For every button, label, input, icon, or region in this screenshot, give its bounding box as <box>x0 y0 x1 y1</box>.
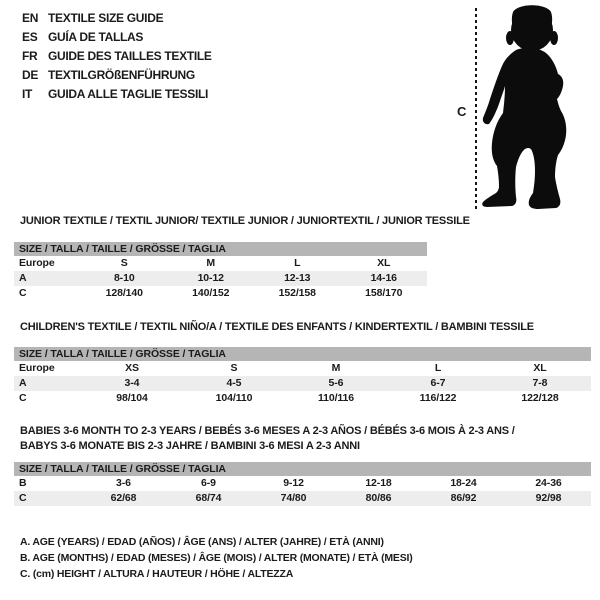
age-cell: 12-13 <box>284 272 311 284</box>
footnote-b: B. AGE (MONTHS) / EDAD (MESES) / ÂGE (MOIS) / ALTER (MONATE) / ETÀ (MESI) <box>20 552 413 564</box>
babies-title-line2: BABYS 3-6 MONATE BIS 2-3 JAHRE / BAMBINI 3-6 MESI A 2-3 ANNI <box>20 440 360 452</box>
language-title: TEXTILGRÖßENFÜHRUNG <box>48 68 195 82</box>
babies-title-line1: BABIES 3-6 MONTH TO 2-3 YEARS / BEBÉS 3-6 MESES A 2-3 AÑOS / BÉBÉS 3-6 MOIS À 2-3 ANS / <box>20 425 515 437</box>
age-cell: 18-24 <box>450 477 477 489</box>
table-row-europe <box>14 361 591 376</box>
height-cell: 152/158 <box>278 287 316 299</box>
age-cell: 10-12 <box>197 272 224 284</box>
size-cell: XL <box>377 257 391 269</box>
language-title: TEXTILE SIZE GUIDE <box>48 11 164 25</box>
height-cell: 158/170 <box>365 287 403 299</box>
age-cell: 12-18 <box>365 477 392 489</box>
age-cell: 3-6 <box>116 477 131 489</box>
row-label: A <box>19 377 27 389</box>
size-cell: XS <box>125 362 139 374</box>
size-cell: S <box>120 257 128 269</box>
legend-footnotes <box>20 534 413 582</box>
size-cell: M <box>331 362 341 374</box>
row-label: C <box>19 392 27 404</box>
language-row-en <box>22 9 212 28</box>
size-cell: M <box>206 257 216 269</box>
language-code: EN <box>22 11 39 25</box>
height-cell: 116/122 <box>419 392 457 404</box>
language-title-list <box>22 9 212 104</box>
table-row-age-months <box>14 476 591 491</box>
row-label: C <box>19 492 27 504</box>
language-row-it <box>22 85 212 104</box>
size-cell: S <box>230 362 238 374</box>
row-label: C <box>19 287 27 299</box>
junior-size-table <box>14 242 427 301</box>
age-cell: 6-9 <box>201 477 216 489</box>
age-cell: 6-7 <box>430 377 446 389</box>
language-code: IT <box>22 87 33 101</box>
age-cell: 14-16 <box>370 272 397 284</box>
language-row-es <box>22 28 212 47</box>
age-cell: 4-5 <box>226 377 242 389</box>
table-row-age <box>14 271 427 286</box>
babies-size-table <box>14 462 591 506</box>
language-code: DE <box>22 68 39 82</box>
height-cell: 104/110 <box>215 392 253 404</box>
language-title: GUÍA DE TALLAS <box>48 30 144 44</box>
table-row-height <box>14 391 591 406</box>
language-title: GUIDE DES TAILLES TEXTILE <box>48 49 212 63</box>
language-row-fr <box>22 47 212 66</box>
size-cell: L <box>434 362 442 374</box>
height-cell: 128/140 <box>105 287 143 299</box>
height-cell: 62/68 <box>110 492 137 504</box>
table-row-europe <box>14 256 427 271</box>
age-cell: 3-4 <box>124 377 140 389</box>
toddler-silhouette-image <box>480 0 600 220</box>
table-row-height <box>14 286 427 301</box>
height-cell: 110/116 <box>317 392 355 404</box>
height-dotted-line <box>475 8 477 212</box>
age-cell: 5-6 <box>328 377 344 389</box>
measure-c-label: C <box>457 104 467 119</box>
row-label: B <box>19 477 27 489</box>
height-cell: 92/98 <box>535 492 562 504</box>
size-header-bar: SIZE / TALLA / TAILLE / GRÖSSE / TAGLIA <box>14 347 591 361</box>
footnote-c: C. (cm) HEIGHT / ALTURA / HAUTEUR / HÖHE / ALTEZZA <box>20 568 294 580</box>
height-cell: 86/92 <box>450 492 477 504</box>
height-cell: 68/74 <box>195 492 222 504</box>
height-measure-figure <box>450 0 600 222</box>
height-cell: 122/128 <box>521 392 559 404</box>
junior-table-title: JUNIOR TEXTILE / TEXTIL JUNIOR/ TEXTILE JUNIOR / JUNIORTEXTIL / JUNIOR TESSILE <box>20 215 470 227</box>
table-row-height <box>14 491 591 506</box>
language-code: FR <box>22 49 38 63</box>
height-cell: 140/152 <box>192 287 230 299</box>
babies-table-title <box>20 424 515 454</box>
size-cell: XL <box>533 362 547 374</box>
language-title: GUIDA ALLE TAGLIE TESSILI <box>48 87 209 101</box>
size-header-bar: SIZE / TALLA / TAILLE / GRÖSSE / TAGLIA <box>14 462 591 476</box>
age-cell: 9-12 <box>283 477 304 489</box>
age-cell: 8-10 <box>113 272 135 284</box>
age-cell: 24-36 <box>535 477 562 489</box>
children-table-title: CHILDREN'S TEXTILE / TEXTIL NIÑO/A / TEXTILE DES ENFANTS / KINDERTEXTIL / BAMBINI TESSILE <box>20 321 534 333</box>
row-label: A <box>19 272 27 284</box>
height-cell: 74/80 <box>280 492 307 504</box>
table-row-age <box>14 376 591 391</box>
height-cell: 98/104 <box>116 392 148 404</box>
language-code: ES <box>22 30 38 44</box>
size-header-bar: SIZE / TALLA / TAILLE / GRÖSSE / TAGLIA <box>14 242 427 256</box>
height-cell: 80/86 <box>365 492 392 504</box>
children-size-table <box>14 347 591 406</box>
row-label: Europe <box>19 362 55 374</box>
size-cell: L <box>294 257 301 269</box>
row-label: Europe <box>19 257 55 269</box>
age-cell: 7-8 <box>532 377 548 389</box>
language-row-de <box>22 66 212 85</box>
footnote-a: A. AGE (YEARS) / EDAD (AÑOS) / ÂGE (ANS) / ALTER (JAHRE) / ETÀ (ANNI) <box>20 536 384 548</box>
